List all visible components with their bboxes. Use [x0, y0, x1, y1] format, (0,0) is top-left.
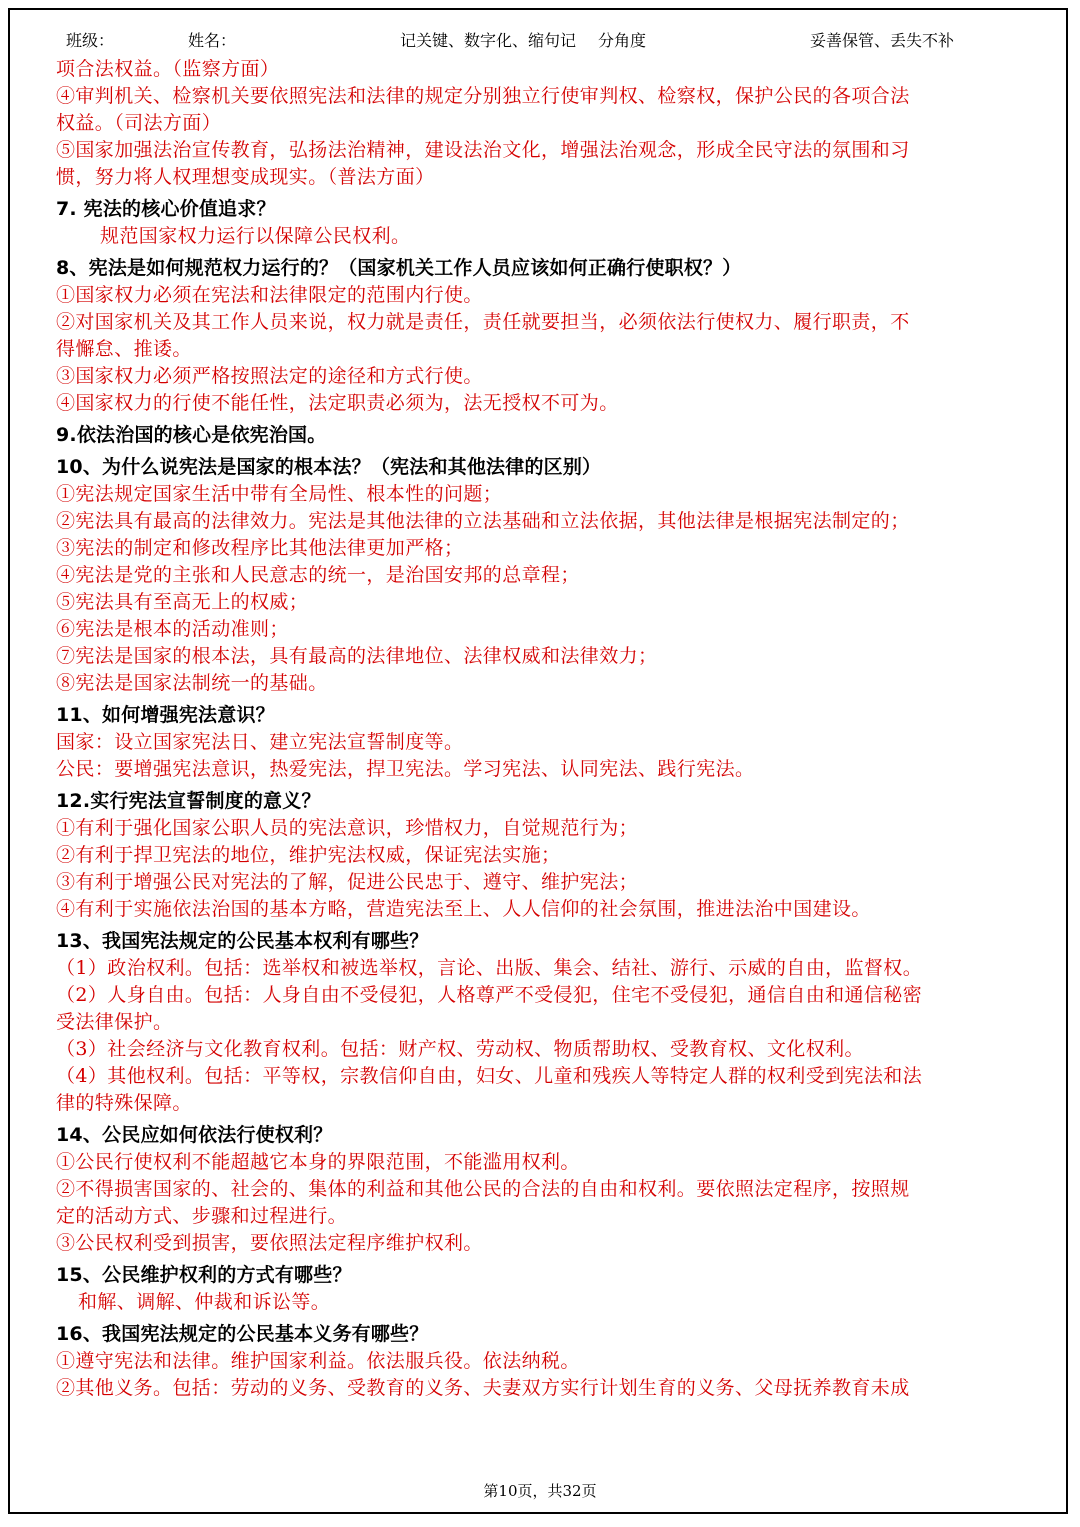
page-body — [56, 56, 1032, 1402]
answer-line: ⑦宪法是国家的根本法，具有最高的法律地位、法律权威和法律效力； — [56, 645, 658, 667]
answer-line: ①有利于强化国家公职人员的宪法意识，珍惜权力，自觉规范行为； — [56, 817, 639, 839]
answer-line: ⑧宪法是国家法制统一的基础。 — [56, 672, 328, 694]
answer-line: ①遵守宪法和法律。维护国家利益。依法服兵役。依法纳税。 — [56, 1350, 580, 1372]
question-8: 8、宪法是如何规范权力运行的？（国家机关工作人员应该如何正确行使职权？） — [56, 257, 742, 279]
answer-line: 惯，努力将人权理想变成现实。（普法方面） — [56, 166, 435, 188]
answer-line: 国家：设立国家宪法日、建立宪法宣誓制度等。 — [56, 731, 464, 753]
answer-line: （3）社会经济与文化教育权利。包括：财产权、劳动权、物质帮助权、受教育权、文化权利。 — [56, 1038, 864, 1060]
answer-line: 公民：要增强宪法意识，热爱宪法，捍卫宪法。学习宪法、认同宪法、践行宪法。 — [56, 758, 755, 780]
answer-line: （4）其他权利。包括：平等权，宗教信仰自由，妇女、儿童和残疾人等特定人群的权利受到宪法和法 — [56, 1065, 923, 1087]
answer-line: ④国家权力的行使不能任性，法定职责必须为，法无授权不可为。 — [56, 392, 619, 414]
answer-line: ④宪法是党的主张和人民意志的统一，是治国安邦的总章程； — [56, 564, 580, 586]
answer-line: ⑥宪法是根本的活动准则； — [56, 618, 289, 640]
question-14: 14、公民应如何依法行使权利？ — [56, 1124, 333, 1146]
answer-line: （2）人身自由。包括：人身自由不受侵犯，人格尊严不受侵犯，住宅不受侵犯，通信自由和通信秘密 — [56, 984, 923, 1006]
keep-tip: 妥善保管、丢失不补 — [810, 31, 955, 50]
answer-line: ②宪法具有最高的法律效力。宪法是其他法律的立法基础和立法依据，其他法律是根据宪法制定的； — [56, 510, 910, 532]
page-header — [0, 28, 1080, 50]
answer-line: 得懈怠、推诿。 — [56, 338, 192, 360]
answer-line: ②对国家机关及其工作人员来说，权力就是责任，责任就要担当，必须依法行使权力、履行职责，不 — [56, 311, 910, 333]
answer-line: 规范国家权力运行以保障公民权利。 — [100, 225, 411, 247]
answer-line: 受法律保护。 — [56, 1011, 173, 1033]
answer-line: ⑤国家加强法治宣传教育，弘扬法治精神，建设法治文化，增强法治观念，形成全民守法的氛围和习 — [56, 139, 910, 161]
class-label: 班级： — [66, 31, 115, 50]
question-7: 7. 宪法的核心价值追求？ — [56, 198, 276, 220]
question-11: 11、如何增强宪法意识？ — [56, 704, 275, 726]
question-10: 10、为什么说宪法是国家的根本法？（宪法和其他法律的区别） — [56, 456, 602, 478]
answer-line: ①宪法规定国家生活中带有全局性、根本性的问题； — [56, 483, 503, 505]
angle-tip: 分角度 — [598, 31, 647, 50]
name-label: 姓名： — [188, 31, 237, 50]
question-12: 12.实行宪法宣誓制度的意义？ — [56, 790, 321, 812]
answer-line: ③有利于增强公民对宪法的了解，促进公民忠于、遵守、维护宪法； — [56, 871, 639, 893]
answer-line: 和解、调解、仲裁和诉讼等。 — [78, 1291, 331, 1313]
answer-line: ④审判机关、检察机关要依照宪法和法律的规定分别独立行使审判权、检察权，保护公民的各项合法 — [56, 85, 910, 107]
answer-line: 项合法权益。（监察方面） — [56, 58, 280, 80]
answer-line: 权益。（司法方面） — [56, 112, 222, 134]
page-number: 第10页，共32页 — [483, 1482, 597, 1500]
question-16: 16、我国宪法规定的公民基本义务有哪些？ — [56, 1323, 429, 1345]
answer-line: （1）政治权利。包括：选举权和被选举权，言论、出版、集会、结社、游行、示威的自由，监督权。 — [56, 957, 923, 979]
question-9: 9.依法治国的核心是依宪治国。 — [56, 424, 327, 446]
answer-line: ①公民行使权利不能超越它本身的界限范围，不能滥用权利。 — [56, 1151, 580, 1173]
answer-line: 定的活动方式、步骤和过程进行。 — [56, 1205, 348, 1227]
answer-line: ②有利于捍卫宪法的地位，维护宪法权威，保证宪法实施； — [56, 844, 561, 866]
answer-line: ②其他义务。包括：劳动的义务、受教育的义务、夫妻双方实行计划生育的义务、父母抚养教育未成 — [56, 1377, 910, 1399]
answer-line: ②不得损害国家的、社会的、集体的利益和其他公民的合法的自由和权利。要依照法定程序，按照规 — [56, 1178, 910, 1200]
memo-tip: 记关键、数字化、缩句记 — [400, 31, 577, 50]
answer-line: ③宪法的制定和修改程序比其他法律更加严格； — [56, 537, 464, 559]
answer-line: 律的特殊保障。 — [56, 1092, 192, 1114]
answer-line: ①国家权力必须在宪法和法律限定的范围内行使。 — [56, 284, 483, 306]
answer-line: ③公民权利受到损害，要依照法定程序维护权利。 — [56, 1232, 483, 1254]
answer-line: ④有利于实施依法治国的基本方略，营造宪法至上、人人信仰的社会氛围，推进法治中国建设。 — [56, 898, 871, 920]
answer-line: ③国家权力必须严格按照法定的途径和方式行使。 — [56, 365, 483, 387]
question-13: 13、我国宪法规定的公民基本权利有哪些？ — [56, 930, 429, 952]
question-15: 15、公民维护权利的方式有哪些？ — [56, 1264, 352, 1286]
answer-line: ⑤宪法具有至高无上的权威； — [56, 591, 309, 613]
